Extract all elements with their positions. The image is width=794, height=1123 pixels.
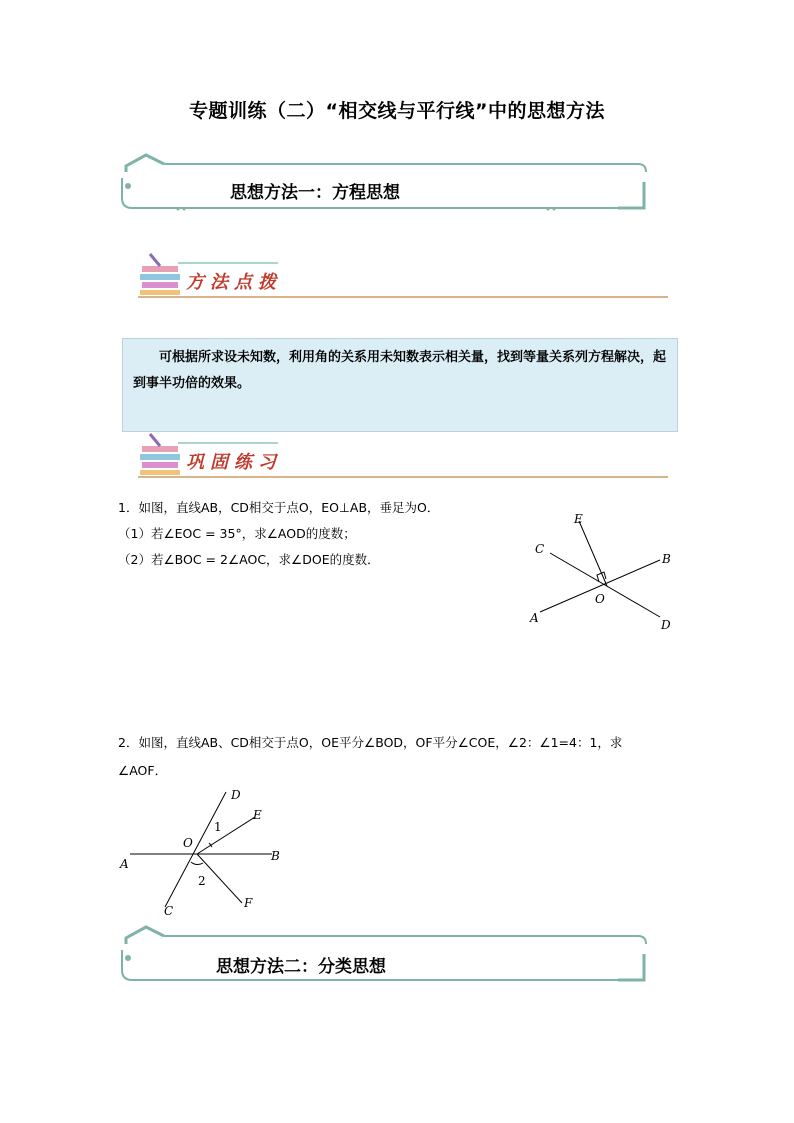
label-o: O	[595, 592, 605, 606]
q2-figure	[115, 785, 295, 920]
section-banner-1	[118, 152, 654, 218]
q1-line-2: （1）若∠EOC = 35°，求∠AOD的度数；	[118, 526, 356, 541]
angle-2-arc	[191, 862, 203, 865]
section-banner-2	[118, 924, 654, 990]
tip-box	[122, 338, 678, 432]
label-e: E	[574, 512, 583, 526]
page-title: 专题训练（二）“相交线与平行线”中的思想方法	[189, 100, 605, 122]
q1-line-3: （2）若∠BOC = 2∠AOC，求∠DOE的度数．	[118, 552, 380, 567]
method-tip-label: 方法点拨	[186, 272, 282, 293]
label-c: C	[535, 542, 545, 556]
label-c: C	[164, 904, 174, 918]
line-cd	[550, 553, 660, 617]
label-d: D	[661, 618, 671, 632]
method-tip-tag	[138, 252, 670, 306]
label-b: B	[662, 552, 671, 566]
practice-tag	[138, 432, 670, 486]
tip-text: 可根据所求设未知数，利用角的关系用未知数表示相关量，找到等量关系列方程解决，起到事半功倍的效果。	[133, 350, 667, 391]
label-a: A	[120, 857, 129, 871]
label-a: A	[530, 611, 539, 625]
ray-oe	[197, 817, 255, 854]
q1-line-1: 1．如图，直线AB，CD相交于点O，EO⊥AB，垂足为O．	[118, 500, 440, 515]
question-1	[118, 498, 518, 570]
label-b: B	[271, 849, 280, 863]
label-o: O	[183, 836, 193, 850]
label-2: 2	[198, 874, 206, 888]
ray-oe	[579, 521, 607, 586]
line-cd	[165, 792, 226, 907]
practice-label: 巩固练习	[186, 452, 282, 473]
q2-line-2: ∠AOF．	[118, 763, 168, 778]
label-e: E	[253, 808, 262, 822]
q1-figure	[520, 505, 690, 635]
question-2	[118, 733, 678, 781]
label-f: F	[244, 896, 253, 910]
label-1: 1	[214, 820, 222, 834]
banner-frame-icon	[118, 924, 654, 990]
q2-line-1: 2．如图，直线AB、CD相交于点O，OE平分∠BOD，OF平分∠COE，∠2：∠1=4：1，求	[118, 735, 623, 750]
label-d: D	[231, 788, 241, 802]
section-heading-1: 思想方法一：方程思想	[230, 183, 400, 203]
section-heading-2: 思想方法二：分类思想	[216, 957, 386, 977]
